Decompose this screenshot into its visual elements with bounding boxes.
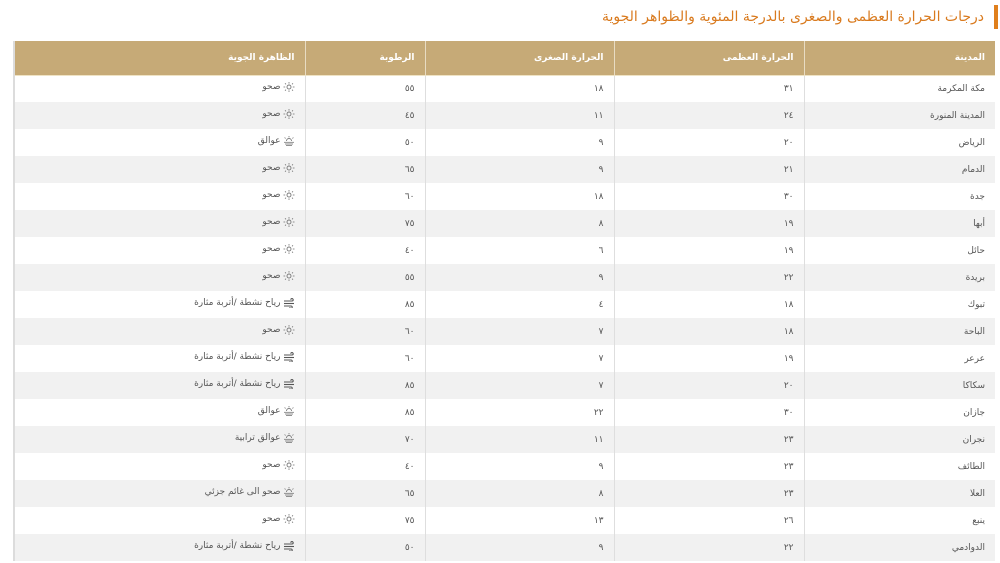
cell-min-temp: ٩ xyxy=(425,129,614,156)
weather-label xyxy=(194,379,294,389)
weather-text: رياح نشطة /أتربة مثارة xyxy=(194,352,281,362)
table-row xyxy=(15,399,995,426)
cell-city: حائل xyxy=(804,237,995,264)
cell-city: بريدة xyxy=(804,264,995,291)
table-row xyxy=(15,453,995,480)
cell-city: سكاكا xyxy=(804,372,995,399)
cell-max-temp: ٢٢ xyxy=(614,264,804,291)
weather-label xyxy=(258,136,295,146)
cell-city: المدينة المنورة xyxy=(804,102,995,129)
cell-min-temp: ٩ xyxy=(425,453,614,480)
cell-city: جازان xyxy=(804,399,995,426)
cell-city: أبها xyxy=(804,210,995,237)
cell-humidity: ٦٠ xyxy=(305,183,425,210)
cell-humidity: ٤٠ xyxy=(305,453,425,480)
weather-label xyxy=(262,217,294,227)
cell-city: عرعر xyxy=(804,345,995,372)
cell-city: ينبع xyxy=(804,507,995,534)
weather-text: صحو xyxy=(262,244,281,254)
cell-humidity: ٦٥ xyxy=(305,156,425,183)
cell-min-temp: ٧ xyxy=(425,345,614,372)
sun-icon xyxy=(283,460,295,470)
weather-text: صحو xyxy=(262,271,281,281)
weather-text: عوالق xyxy=(257,406,281,416)
weather-label xyxy=(262,460,294,470)
cell-max-temp: ٢٠ xyxy=(614,129,804,156)
cell-humidity: ٥٥ xyxy=(305,264,425,291)
table-row xyxy=(15,264,995,291)
weather-text: صحو xyxy=(262,82,281,93)
cell-min-temp: ٧ xyxy=(425,318,614,345)
cell-weather xyxy=(15,264,305,291)
cell-min-temp: ٢٢ xyxy=(425,399,614,426)
weather-text: صحو xyxy=(262,514,281,524)
weather-text: صحو xyxy=(262,190,281,200)
cell-humidity: ٥٠ xyxy=(305,534,425,561)
sun-icon xyxy=(283,190,295,200)
cell-humidity: ٤٠ xyxy=(305,237,425,264)
cell-weather xyxy=(15,426,305,453)
cell-weather xyxy=(15,453,305,480)
header-max-temp: الحرارة العظمى xyxy=(614,41,804,75)
cell-weather xyxy=(15,237,305,264)
cell-city: الطائف xyxy=(804,453,995,480)
table-row xyxy=(15,507,995,534)
sun-icon xyxy=(283,217,295,227)
sun-icon xyxy=(283,514,295,524)
weather-text: صحو xyxy=(262,460,281,470)
header-weather: الظاهرة الجوية xyxy=(15,41,305,75)
sun-icon xyxy=(283,325,295,335)
cell-max-temp: ٢٠ xyxy=(614,372,804,399)
cell-min-temp: ٩ xyxy=(425,264,614,291)
haze-icon xyxy=(283,433,295,443)
weather-label xyxy=(262,514,294,524)
cell-min-temp: ٨ xyxy=(425,210,614,237)
cell-max-temp: ٢١ xyxy=(614,156,804,183)
title-accent-bar xyxy=(994,5,998,29)
cell-min-temp: ١٨ xyxy=(425,183,614,210)
haze-icon xyxy=(283,136,295,146)
cell-weather xyxy=(15,480,305,507)
cell-weather xyxy=(15,345,305,372)
cell-city: مكة المكرمة xyxy=(804,75,995,102)
cell-city: العلا xyxy=(804,480,995,507)
cell-min-temp: ٩ xyxy=(425,534,614,561)
cell-city: جدة xyxy=(804,183,995,210)
cell-max-temp: ٢٢ xyxy=(614,534,804,561)
cell-min-temp: ٦ xyxy=(425,237,614,264)
header-humidity: الرطوبة xyxy=(305,41,425,75)
table-row xyxy=(15,426,995,453)
cell-min-temp: ١٣ xyxy=(425,507,614,534)
sun-icon xyxy=(283,82,295,92)
table-row xyxy=(15,318,995,345)
wind-icon xyxy=(283,379,295,389)
weather-label xyxy=(262,244,294,254)
cell-city: الرياض xyxy=(804,129,995,156)
header-city: المدينة xyxy=(804,41,995,75)
weather-label xyxy=(262,163,294,173)
weather-text: صحو xyxy=(262,109,281,119)
page-header xyxy=(602,5,998,29)
header-min-temp: الحرارة الصغرى xyxy=(425,41,614,75)
weather-label xyxy=(194,541,294,551)
weather-text: رياح نشطة /أتربة مثارة xyxy=(194,379,281,389)
sun-icon xyxy=(283,271,295,281)
table-row xyxy=(15,210,995,237)
table-row xyxy=(15,102,995,129)
cell-min-temp: ٨ xyxy=(425,480,614,507)
cell-humidity: ٧٥ xyxy=(305,507,425,534)
cell-city: الدمام xyxy=(804,156,995,183)
weather-label xyxy=(235,433,295,443)
cell-max-temp: ١٩ xyxy=(614,345,804,372)
cell-weather xyxy=(15,129,305,156)
table-header-row xyxy=(15,41,995,75)
cell-humidity: ٦٠ xyxy=(305,345,425,372)
sun-icon xyxy=(283,109,295,119)
cell-humidity: ٧٠ xyxy=(305,426,425,453)
cell-max-temp: ٣١ xyxy=(614,75,804,102)
weather-text: صحو xyxy=(262,325,281,335)
cell-weather xyxy=(15,372,305,399)
weather-label xyxy=(262,109,294,119)
cell-min-temp: ٩ xyxy=(425,156,614,183)
cell-weather xyxy=(15,183,305,210)
weather-text: عوالق xyxy=(257,136,281,146)
weather-label xyxy=(194,352,294,362)
weather-text: رياح نشطة /أتربة مثارة xyxy=(194,541,281,551)
cell-humidity: ٨٥ xyxy=(305,372,425,399)
table-row xyxy=(15,534,995,561)
weather-label xyxy=(258,406,295,416)
weather-table xyxy=(15,41,995,561)
partly-cloudy-icon xyxy=(283,487,295,497)
cell-weather xyxy=(15,102,305,129)
table-row xyxy=(15,129,995,156)
table-row xyxy=(15,156,995,183)
cell-humidity: ٧٥ xyxy=(305,210,425,237)
weather-label xyxy=(262,82,294,92)
cell-max-temp: ٣٠ xyxy=(614,399,804,426)
table-row xyxy=(15,372,995,399)
cell-humidity: ٤٥ xyxy=(305,102,425,129)
table-row xyxy=(15,480,995,507)
weather-table-container xyxy=(13,41,995,561)
table-row xyxy=(15,291,995,318)
cell-humidity: ٥٥ xyxy=(305,75,425,102)
cell-humidity: ٨٥ xyxy=(305,291,425,318)
cell-max-temp: ٢٤ xyxy=(614,102,804,129)
cell-humidity: ٥٠ xyxy=(305,129,425,156)
cell-weather xyxy=(15,156,305,183)
table-body xyxy=(15,75,995,561)
cell-humidity: ٦٠ xyxy=(305,318,425,345)
cell-min-temp: ٧ xyxy=(425,372,614,399)
cell-city: الدوادمي xyxy=(804,534,995,561)
cell-weather xyxy=(15,210,305,237)
cell-min-temp: ١٨ xyxy=(425,75,614,102)
cell-min-temp: ٤ xyxy=(425,291,614,318)
cell-max-temp: ٢٣ xyxy=(614,453,804,480)
weather-text: صحو الى غائم جزئي xyxy=(204,487,281,497)
table-row xyxy=(15,237,995,264)
cell-max-temp: ٢٣ xyxy=(614,426,804,453)
cell-weather xyxy=(15,291,305,318)
weather-label xyxy=(262,190,294,200)
cell-max-temp: ١٨ xyxy=(614,318,804,345)
weather-label xyxy=(262,325,294,335)
weather-text: صحو xyxy=(262,163,281,173)
cell-humidity: ٨٥ xyxy=(305,399,425,426)
cell-city: نجران xyxy=(804,426,995,453)
table-row xyxy=(15,75,995,102)
cell-max-temp: ١٩ xyxy=(614,210,804,237)
weather-text: صحو xyxy=(262,217,281,227)
weather-label xyxy=(194,298,294,308)
cell-weather xyxy=(15,318,305,345)
cell-max-temp: ٢٣ xyxy=(614,480,804,507)
cell-humidity: ٦٥ xyxy=(305,480,425,507)
cell-min-temp: ١١ xyxy=(425,426,614,453)
cell-city: تبوك xyxy=(804,291,995,318)
weather-text: رياح نشطة /أتربة مثارة xyxy=(194,298,281,308)
cell-weather xyxy=(15,507,305,534)
cell-weather xyxy=(15,75,305,102)
sun-icon xyxy=(283,163,295,173)
cell-max-temp: ١٨ xyxy=(614,291,804,318)
weather-label xyxy=(205,487,295,497)
cell-weather xyxy=(15,534,305,561)
cell-city: الباحة xyxy=(804,318,995,345)
table-row xyxy=(15,183,995,210)
haze-icon xyxy=(283,406,295,416)
cell-max-temp: ٣٠ xyxy=(614,183,804,210)
table-row xyxy=(15,345,995,372)
cell-weather xyxy=(15,399,305,426)
cell-max-temp: ١٩ xyxy=(614,237,804,264)
wind-icon xyxy=(283,352,295,362)
cell-min-temp: ١١ xyxy=(425,102,614,129)
weather-label xyxy=(262,271,294,281)
sun-icon xyxy=(283,244,295,254)
weather-text: عوالق ترابية xyxy=(234,433,281,443)
wind-icon xyxy=(283,298,295,308)
cell-max-temp: ٢٦ xyxy=(614,507,804,534)
page-title: درجات الحرارة العظمى والصغرى بالدرجة المئوية والظواهر الجوية xyxy=(601,9,984,25)
wind-icon xyxy=(283,541,295,551)
